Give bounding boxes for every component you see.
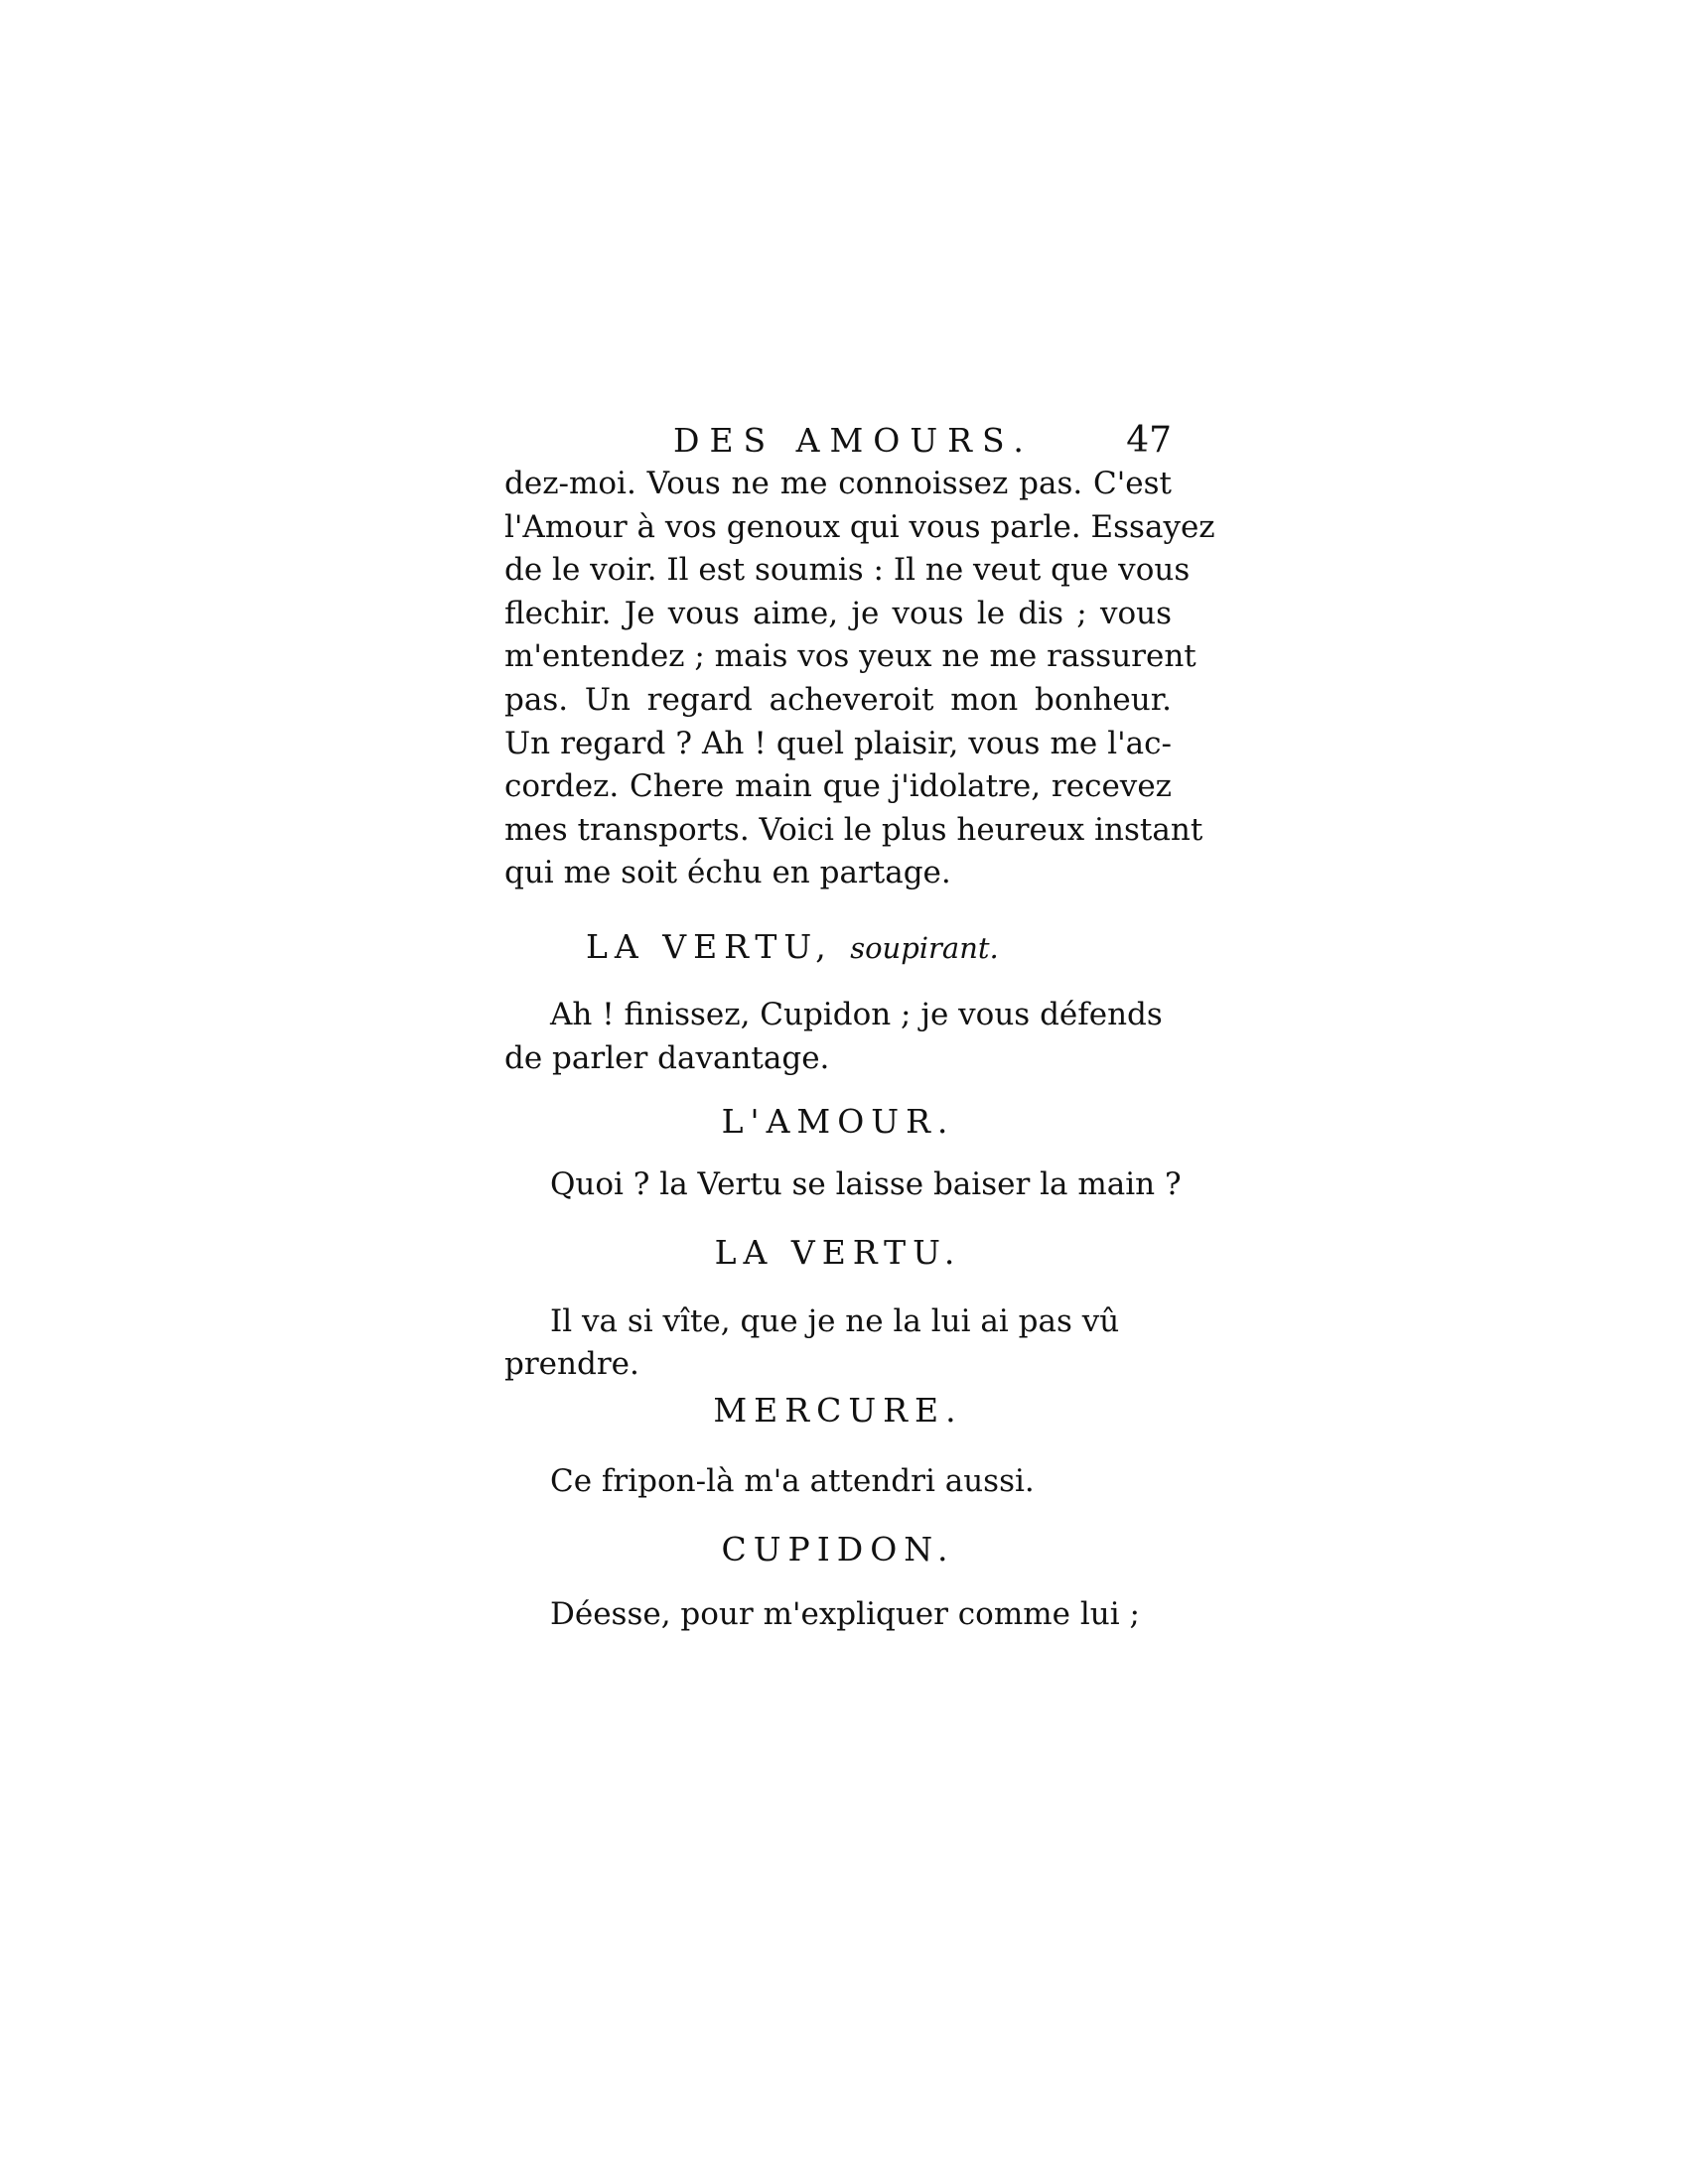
speaker-name: CUPIDON. [721, 1529, 955, 1569]
speech-line: Ah ! finissez, Cupidon ; je vous défends [550, 996, 1163, 1032]
running-head [504, 415, 1172, 467]
speaker-name: L'AMOUR. [721, 1102, 955, 1142]
speaker-comma: , [815, 926, 851, 966]
speaker-heading [504, 1528, 1172, 1571]
speech [504, 1460, 1172, 1504]
speech [504, 1300, 1172, 1387]
prose-line: de le voir. Il est soumis : Il ne veut que vous [504, 552, 1191, 589]
prose-line: Un regard ? Ah ! quel plaisir, vous me l'ac- [504, 725, 1172, 761]
speech-line: Quoi ? la Vertu se laisse baiser la main ? [550, 1166, 1182, 1203]
opening-prose [504, 463, 1215, 895]
speech [504, 1593, 1172, 1637]
speaker-heading [504, 925, 1172, 970]
stage-direction: soupirant. [850, 930, 999, 965]
speaker-heading [504, 1100, 1172, 1144]
speaker-name: MERCURE. [713, 1390, 963, 1430]
prose-line: flechir. Je vous aime, je vous le dis ; vous [504, 595, 1172, 631]
speech-line: de parler davantage. [504, 1039, 830, 1076]
speaker-heading [504, 1389, 1172, 1433]
speech [504, 1163, 1182, 1207]
prose-line: dez-moi. Vous ne me connoissez pas. C'est [504, 466, 1172, 501]
prose-line: l'Amour à vos genoux qui vous parle. Essayez [504, 508, 1215, 545]
prose-line: pas. Un regard acheveroit mon bonheur. [504, 681, 1172, 718]
speaker-name: LA VERTU [586, 926, 816, 966]
prose-line: cordez. Chere main que j'idolatre, recevez [504, 768, 1172, 805]
speaker-heading [504, 1231, 1172, 1275]
page-number: 47 [1126, 420, 1172, 461]
prose-line: mes transports. Voici le plus heureux instant [504, 811, 1203, 848]
speech-line: Ce fripon-là m'a attendri aussi. [550, 1462, 1035, 1499]
speech-line: prendre. [504, 1346, 639, 1383]
text-column [504, 415, 1215, 1636]
running-title: DES AMOURS. [673, 421, 1034, 460]
speech-line: Déesse, pour m'expliquer comme lui ; [550, 1595, 1140, 1632]
prose-line: m'entendez ; mais vos yeux ne me rassurent [504, 638, 1196, 675]
prose-line: qui me soit échu en partage. [504, 855, 951, 891]
speech-line: Il va si vîte, que je ne la lui ai pas vû [550, 1302, 1120, 1339]
speaker-name: LA VERTU. [714, 1232, 962, 1272]
speech [504, 994, 1172, 1080]
